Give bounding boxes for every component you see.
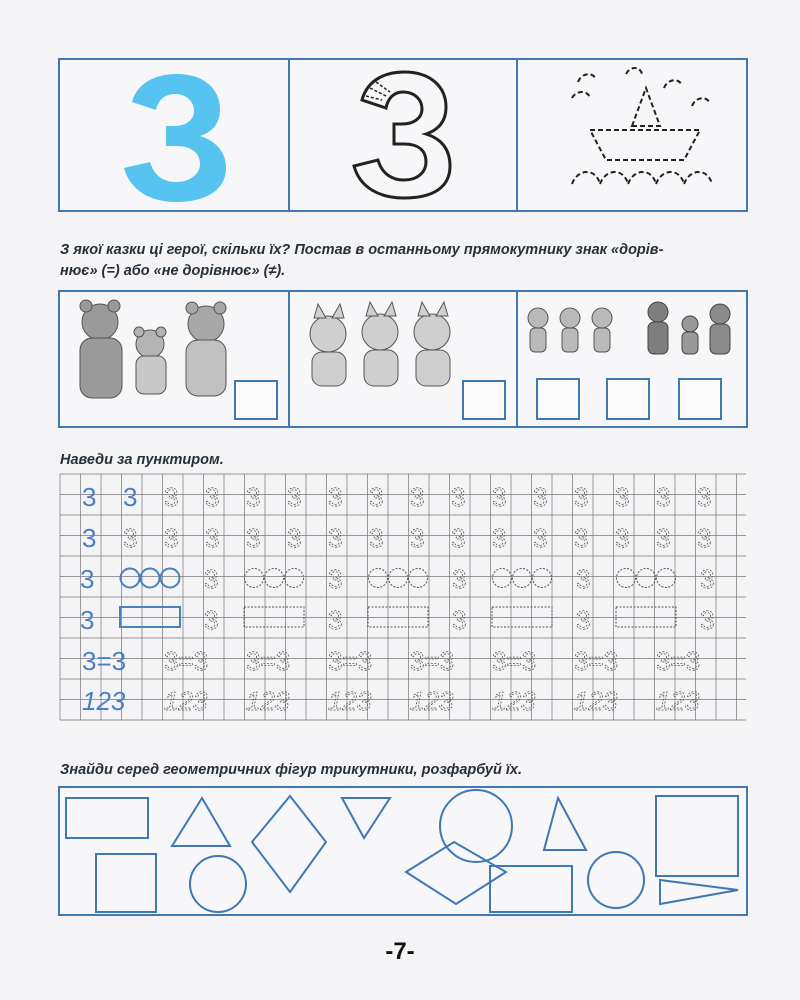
trace-three[interactable]: 3 bbox=[574, 523, 589, 553]
trace-three[interactable]: 3 bbox=[410, 523, 425, 553]
task-1-line-2: нює» (=) або «не дорівнює» (≠). bbox=[60, 263, 286, 279]
trace-three[interactable]: 3 bbox=[574, 482, 589, 512]
shape-rectangle[interactable] bbox=[490, 866, 572, 912]
task-2-instructions: Наведи за пунктиром. bbox=[60, 452, 224, 468]
trace-three-equals-three[interactable]: 3=3 bbox=[574, 646, 619, 676]
task-1-instructions bbox=[60, 240, 750, 282]
trace-three[interactable]: 3 bbox=[410, 482, 425, 512]
trace-circle[interactable] bbox=[141, 569, 160, 588]
shape-triangle[interactable] bbox=[544, 798, 586, 850]
geometric-shapes bbox=[58, 786, 748, 916]
trace-three[interactable]: 3 bbox=[328, 482, 343, 512]
trace-one-two-three[interactable]: 123 bbox=[82, 686, 126, 716]
trace-circle[interactable] bbox=[369, 569, 388, 588]
trace-three[interactable]: 3 bbox=[452, 605, 467, 635]
trace-three-equals-three[interactable]: 3=3 bbox=[656, 646, 701, 676]
shape-triangle-inverted[interactable] bbox=[342, 798, 390, 838]
shape-square[interactable] bbox=[656, 796, 738, 876]
answer-box-bears[interactable] bbox=[234, 380, 278, 420]
trace-three[interactable]: 3 bbox=[164, 523, 179, 553]
trace-circle[interactable] bbox=[637, 569, 656, 588]
panel-divider bbox=[288, 60, 290, 210]
panel-divider bbox=[288, 292, 290, 426]
answer-box-pigs[interactable] bbox=[462, 380, 506, 420]
trace-three[interactable]: 3 bbox=[697, 523, 712, 553]
page-number: -7- bbox=[385, 938, 415, 965]
trace-circle[interactable] bbox=[513, 569, 532, 588]
trace-circle[interactable] bbox=[245, 569, 264, 588]
trace-rectangle[interactable] bbox=[120, 607, 180, 627]
trace-three[interactable]: 3 bbox=[328, 605, 343, 635]
trace-one-two-three[interactable]: 123 bbox=[574, 686, 618, 716]
trace-three[interactable]: 3 bbox=[205, 482, 220, 512]
trace-circle[interactable] bbox=[121, 569, 140, 588]
trace-rectangle[interactable] bbox=[244, 607, 304, 627]
trace-three[interactable]: 3 bbox=[287, 482, 302, 512]
trace-three[interactable]: 3 bbox=[164, 482, 179, 512]
shape-triangle-pointing-right[interactable] bbox=[660, 880, 738, 904]
task-1-line-1: З якої казки ці герої, скільки їх? Постав в останньому прямокутнику знак «дорів- bbox=[60, 242, 664, 258]
trace-circle[interactable] bbox=[285, 569, 304, 588]
trace-three[interactable]: 3 bbox=[451, 482, 466, 512]
trace-circle[interactable] bbox=[265, 569, 284, 588]
outline-digit-three bbox=[352, 70, 452, 200]
trace-three[interactable]: 3 bbox=[656, 523, 671, 553]
trace-circle[interactable] bbox=[533, 569, 552, 588]
trace-three[interactable]: 3 bbox=[80, 564, 95, 594]
shape-rectangle[interactable] bbox=[66, 798, 148, 838]
trace-three[interactable]: 3 bbox=[615, 523, 630, 553]
trace-circle[interactable] bbox=[389, 569, 408, 588]
trace-one-two-three[interactable]: 123 bbox=[164, 686, 208, 716]
shape-triangle[interactable] bbox=[172, 798, 230, 846]
shape-square[interactable] bbox=[96, 854, 156, 912]
panel-divider bbox=[516, 292, 518, 426]
solid-digit-three bbox=[120, 72, 230, 202]
task-3-instructions: Знайди серед геометричних фігур трикутники, розфарбуй їх. bbox=[60, 762, 522, 778]
trace-three[interactable]: 3 bbox=[205, 523, 220, 553]
trace-one-two-three[interactable]: 123 bbox=[410, 686, 454, 716]
shape-circle[interactable] bbox=[440, 790, 512, 862]
trace-three-equals-three[interactable]: 3=3 bbox=[164, 646, 209, 676]
answer-box-bears-count[interactable] bbox=[678, 378, 722, 420]
answer-box-sign[interactable] bbox=[606, 378, 650, 420]
trace-three[interactable]: 3 bbox=[123, 523, 138, 553]
trace-three-equals-three[interactable]: 3=3 bbox=[246, 646, 291, 676]
answer-box-pigs-count[interactable] bbox=[536, 378, 580, 420]
trace-three[interactable]: 3 bbox=[204, 605, 219, 635]
trace-three[interactable]: 3 bbox=[246, 482, 261, 512]
trace-three[interactable]: 3 bbox=[204, 564, 219, 594]
shape-diamond[interactable] bbox=[252, 796, 326, 892]
trace-three[interactable]: 3 bbox=[328, 564, 343, 594]
trace-three[interactable]: 3 bbox=[533, 523, 548, 553]
trace-rectangle[interactable] bbox=[616, 607, 676, 627]
trace-one-two-three[interactable]: 123 bbox=[656, 686, 700, 716]
trace-three[interactable]: 3 bbox=[328, 523, 343, 553]
tracing-grid bbox=[60, 474, 746, 720]
trace-three[interactable]: 3 bbox=[82, 523, 97, 553]
trace-circle[interactable] bbox=[493, 569, 512, 588]
three-bears-icon bbox=[72, 298, 232, 418]
shape-circle[interactable] bbox=[190, 856, 246, 912]
trace-three[interactable]: 3 bbox=[451, 523, 466, 553]
trace-circle[interactable] bbox=[617, 569, 636, 588]
trace-three[interactable]: 3 bbox=[492, 482, 507, 512]
three-little-pigs-icon bbox=[298, 298, 458, 408]
trace-three[interactable]: 3 bbox=[82, 482, 97, 512]
trace-three[interactable]: 3 bbox=[80, 605, 95, 635]
trace-three[interactable]: 3 bbox=[697, 482, 712, 512]
trace-three-equals-three[interactable]: 3=3 bbox=[328, 646, 373, 676]
trace-three[interactable]: 3 bbox=[369, 523, 384, 553]
trace-three[interactable]: 3 bbox=[656, 482, 671, 512]
dotted-boat-with-clouds-and-waves-icon bbox=[560, 64, 730, 206]
trace-three[interactable]: 3 bbox=[700, 564, 715, 594]
trace-circle[interactable] bbox=[161, 569, 180, 588]
panel-divider bbox=[516, 60, 518, 210]
trace-three[interactable]: 3 bbox=[246, 523, 261, 553]
trace-three[interactable]: 3 bbox=[615, 482, 630, 512]
trace-one-two-three[interactable]: 123 bbox=[246, 686, 290, 716]
trace-rectangle[interactable] bbox=[368, 607, 428, 627]
trace-three[interactable]: 3 bbox=[123, 482, 138, 512]
trace-three[interactable]: 3 bbox=[533, 482, 548, 512]
pigs-and-bears-comparison-icon bbox=[522, 298, 742, 364]
trace-one-two-three[interactable]: 123 bbox=[492, 686, 536, 716]
trace-three[interactable]: 3 bbox=[369, 482, 384, 512]
trace-three[interactable]: 3 bbox=[287, 523, 302, 553]
trace-circle[interactable] bbox=[657, 569, 676, 588]
trace-three-equals-three[interactable]: 3=3 bbox=[82, 646, 127, 676]
trace-three[interactable]: 3 bbox=[700, 605, 715, 635]
trace-three[interactable]: 3 bbox=[452, 564, 467, 594]
trace-circle[interactable] bbox=[409, 569, 428, 588]
trace-three[interactable]: 3 bbox=[576, 605, 591, 635]
trace-three-equals-three[interactable]: 3=3 bbox=[410, 646, 455, 676]
trace-three-equals-three[interactable]: 3=3 bbox=[492, 646, 537, 676]
trace-three[interactable]: 3 bbox=[492, 523, 507, 553]
trace-three[interactable]: 3 bbox=[576, 564, 591, 594]
trace-rectangle[interactable] bbox=[492, 607, 552, 627]
trace-one-two-three[interactable]: 123 bbox=[328, 686, 372, 716]
shape-circle[interactable] bbox=[588, 852, 644, 908]
